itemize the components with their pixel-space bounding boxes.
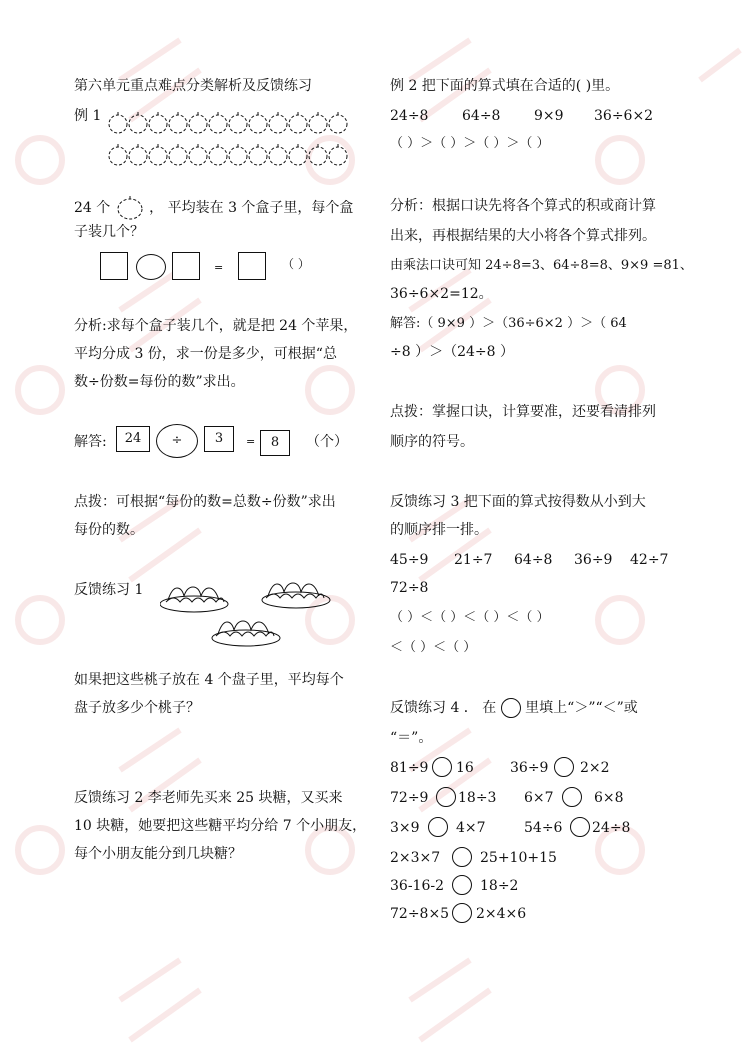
comparison-right: 2×2: [580, 760, 610, 776]
feedback-4-instruction: [390, 698, 638, 718]
peach-plates-illustration: [160, 578, 340, 650]
instruction-suffix: 里填上“＞”“＜”或: [525, 700, 638, 716]
expression: 64÷8: [514, 552, 553, 568]
comparison-right: 2×4×6: [476, 906, 527, 922]
comparison-left: 36-16-2: [390, 878, 444, 894]
comparison-left: 3×9: [390, 820, 420, 836]
comparison-right: 25+10+15: [480, 850, 557, 866]
feedback-1-question-1: 如果把这些桃子放在 4 个盘子里，平均每个: [74, 672, 344, 688]
feedback-4-line-2: “＝”。: [390, 730, 433, 746]
analysis-line-1: 分析：根据口诀先将各个算式的积或商计算: [390, 198, 656, 214]
comparison-left: 6×7: [524, 790, 554, 806]
example-2-title: 例 2 把下面的算式填在合适的( )里。: [390, 78, 620, 94]
expression: 64÷8: [462, 108, 501, 124]
example-2-blank-row: （ ）＞（ ）＞（ ）＞（ ）: [390, 136, 550, 151]
analysis-line-4: 36÷6×2=12。: [390, 286, 493, 302]
comparison-left: 72÷9: [390, 790, 429, 806]
comparison-left: 36÷9: [510, 760, 549, 776]
feedback-2-line-3: 每个小朋友能分到几块糖？: [74, 846, 242, 862]
feedback-3-expression-6: 72÷8: [390, 580, 429, 596]
feedback-2-line-1: 反馈练习 2 李老师先买来 25 块糖，又买来: [74, 790, 343, 806]
feedback-2-line-2: 10 块糖，她要把这些糖平均分给 7 个小朋友，: [74, 818, 367, 834]
comparison-circle[interactable]: [436, 787, 456, 807]
answer-label: 解答:: [74, 434, 107, 450]
apples-illustration: [106, 110, 358, 170]
blank-box-1[interactable]: [100, 252, 128, 280]
tip-line-2: 顺序的符号。: [390, 434, 474, 450]
comparison-circle[interactable]: [452, 847, 472, 867]
tip-line-2: 每份的数。: [74, 522, 144, 538]
expression: 36÷6×2: [594, 108, 654, 124]
answer-operator-circle: ÷: [156, 424, 198, 458]
blank-box-result[interactable]: [238, 252, 266, 280]
comparison-right: 18÷2: [480, 878, 519, 894]
comparison-circle[interactable]: [452, 875, 472, 895]
example-1-label: 例 1: [74, 108, 102, 124]
instruction-prefix: 反馈练习 4 ． 在: [390, 700, 497, 716]
answer-line-1: 解答:（ 9×9 ）＞（36÷6×2 ）＞（ 64: [390, 316, 627, 331]
equals-sign: =: [214, 261, 224, 274]
feedback-1-question-2: 盘子放多少个桃子？: [74, 700, 200, 716]
feedback-3-line-2: 的顺序排一排。: [390, 522, 488, 538]
comparison-right: 4×7: [456, 820, 486, 836]
comparison-circle[interactable]: [452, 903, 472, 923]
analysis-line-2: 平均分成 3 份，求一份是多少，可根据“总: [74, 346, 337, 362]
unit-blank: （ ）: [282, 257, 310, 271]
expression: 24÷8: [390, 108, 429, 124]
feedback-3-blank-row-1: （ ）＜（ ）＜（ ）＜（ ）: [390, 610, 550, 625]
analysis-line-3: 数÷份数=每份的数”求出。: [74, 374, 245, 390]
comparison-right: 6×8: [594, 790, 624, 806]
comparison-left: 81÷9: [390, 760, 429, 776]
feedback-3-line-1: 反馈练习 3 把下面的算式按得数从小到大: [390, 494, 646, 510]
blank-box-2[interactable]: [172, 252, 200, 280]
answer-line-2: ÷8 ）＞（24÷8 ）: [390, 344, 514, 360]
analysis-line-1: 分析:求每个盒子装几个，就是把 24 个苹果，: [74, 318, 358, 334]
comparison-circle[interactable]: [562, 787, 582, 807]
comparison-left: 2×3×7: [390, 850, 441, 866]
analysis-line-3: 由乘法口诀可知 24÷8=3、64÷8=8、9×9 =81、: [390, 258, 693, 273]
example-1-question-line2: 子装几个？: [74, 224, 144, 240]
expression: 36÷9: [574, 552, 613, 568]
comparison-left: 72÷8×5: [390, 906, 450, 922]
comparison-circle[interactable]: [432, 757, 452, 777]
comparison-left: 54÷6: [524, 820, 563, 836]
answer-unit: （个）: [306, 434, 348, 450]
expression: 21÷7: [454, 552, 493, 568]
feedback-3-blank-row-2: ＜（ ）＜（ ）: [390, 640, 477, 655]
comparison-circle[interactable]: [428, 817, 448, 837]
answer-circle-icon: [501, 698, 521, 718]
answer-equals: =: [246, 435, 256, 448]
comparison-right: 16: [456, 760, 474, 776]
expression: 42÷7: [630, 552, 669, 568]
feedback-1-label: 反馈练习 1: [74, 582, 144, 598]
apple-icon: [115, 196, 145, 220]
answer-box-divisor: 3: [204, 426, 234, 452]
expression: 9×9: [534, 108, 564, 124]
worksheet-title: 第六单元重点难点分类解析及反馈练习: [74, 78, 312, 94]
tip-line-1: 点拨：可根据“每份的数=总数÷份数”求出: [74, 494, 336, 510]
comparison-right: 24÷8: [592, 820, 631, 836]
comparison-circle[interactable]: [570, 817, 590, 837]
answer-box-dividend: 24: [116, 426, 150, 452]
analysis-line-2: 出来，再根据结果的大小将各个算式排列。: [390, 228, 656, 244]
tip-line-1: 点拨：掌握口诀，计算要准，还要看清排列: [390, 404, 656, 420]
example-1-question: [74, 196, 353, 220]
question-prefix: 24 个: [74, 200, 111, 216]
blank-operator-circle[interactable]: [136, 254, 166, 280]
comparison-right: 18÷3: [458, 790, 497, 806]
comparison-circle[interactable]: [554, 757, 574, 777]
answer-box-result: 8: [260, 430, 290, 456]
expression: 45÷9: [390, 552, 429, 568]
question-text: ， 平均装在 3 个盒子里，每个盒: [149, 200, 354, 216]
